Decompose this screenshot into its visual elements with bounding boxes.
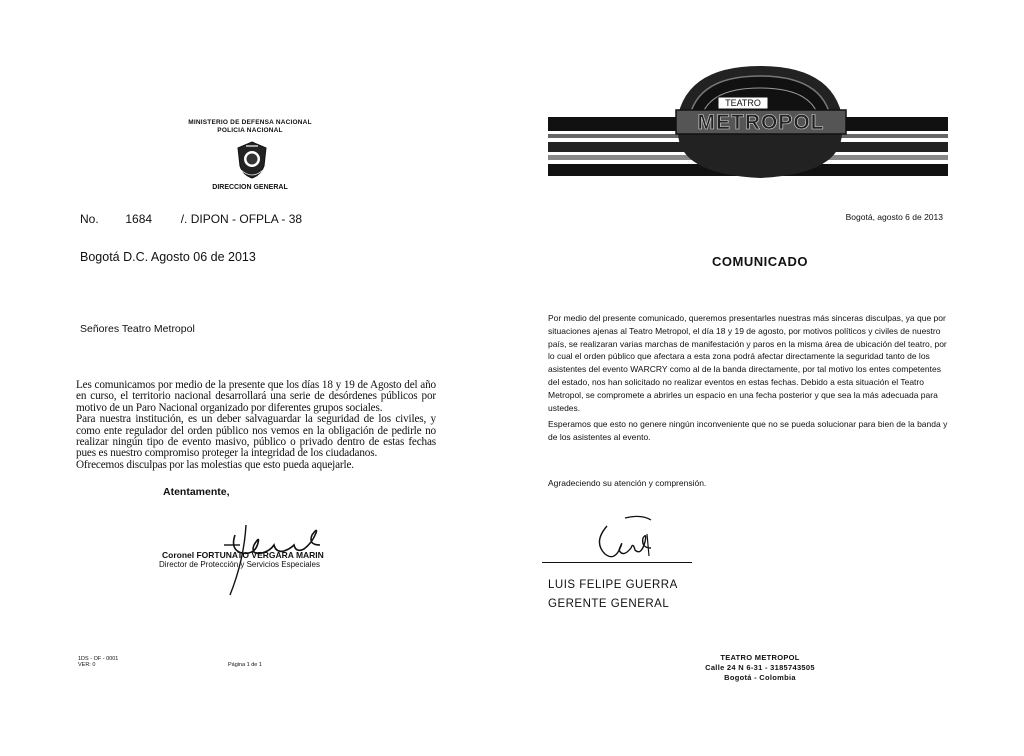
signer-name: LUIS FELIPE GUERRA — [548, 579, 678, 591]
reference-code: /. DIPON - OFPLA - 38 — [180, 212, 303, 226]
handwritten-signature — [585, 512, 665, 568]
form-version: VER: 0 — [78, 662, 96, 668]
document-title: COMUNICADO — [712, 254, 808, 269]
letter-footer — [660, 653, 860, 683]
closing: Agradeciendo su atención y comprensión. — [548, 478, 707, 488]
page-number: Página 1 de 1 — [228, 662, 262, 668]
body-paragraph: Les comunicamos por medio de la presente que los días 18 y 19 de Agosto del año en curso, el territorio nacional desarrollará una serie de desórdenes públicos por motivo de un Paro Nacional organizado por diferentes grupos sociales. — [76, 379, 436, 414]
recipient: Señores Teatro Metropol — [80, 323, 195, 335]
ministry-name: MINISTERIO DE DEFENSA NACIONAL — [188, 119, 312, 126]
police-seal-icon — [235, 140, 269, 180]
logo-big-text: METROPOL — [697, 111, 825, 134]
form-code — [78, 656, 118, 668]
reference-label: No. — [80, 212, 99, 226]
letterhead — [150, 119, 350, 135]
signer-title: Director de Protección y Servicios Especiales — [159, 560, 320, 569]
direction-label: DIRECCION GENERAL — [212, 184, 288, 191]
footer-address: Calle 24 N 6-31 - 3185743505 — [705, 663, 815, 672]
signer-title: GERENTE GENERAL — [548, 598, 670, 610]
footer-city: Bogotá - Colombia — [724, 673, 796, 682]
body-paragraph: Por medio del presente comunicado, queremos presentarles nuestras más sinceras disculpas, ya que por situaciones ajenas al Teatro Metropol, el día 18 y 19 de agosto, por motivos políticos y civiles de nuestro país, se realizaran varias marchas de manifestación y paros en la misma área de ubicación del teatro, por lo cual el orden público que afectara a esta zona podrá afectar directamente la seguridad tanto de los asistentes del evento WARCRY como al de la banda directamente, por tal motivo los entes competentes del estado, nos han solicitado no realizar eventos en estas fechas. Debido a esta situación el Teatro Metropol, se compromete a abrirles un espacio en una fecha posterior y que sea la más adecuada para ustedes. — [548, 313, 947, 413]
signature-line — [542, 562, 692, 563]
police-name: POLICIA NACIONAL — [217, 127, 283, 134]
body-paragraph: Para nuestra institución, es un deber salvaguardar la seguridad de los civiles, y como ente regulador del orden público nos vemos en la obligación de pedirle no realizar ningún tipo de evento masivo, público o privado dentro de estas fechas pues es nuestro compromiso proteger la integridad de los ciudadanos. — [76, 413, 436, 460]
signer-name: Coronel FORTUNATO VERGARA MARIN — [162, 550, 324, 560]
closing: Atentamente, — [163, 486, 230, 498]
body-paragraph: Ofrecemos disculpas por las molestias que esto pueda aquejarle. — [76, 458, 354, 471]
letter-date: Bogotá, agosto 6 de 2013 — [845, 212, 943, 222]
letter-body — [548, 312, 948, 448]
teatro-metropol-logo — [548, 62, 948, 182]
letter-body — [76, 380, 436, 471]
footer-org: TEATRO METROPOL — [720, 653, 800, 662]
form-code-id: 1DS - OF - 0001 — [78, 656, 119, 662]
logo-small-text: TEATRO — [725, 98, 761, 108]
reference-line — [80, 212, 302, 226]
letter-date: Bogotá D.C. Agosto 06 de 2013 — [80, 250, 256, 264]
reference-number: 1684 — [125, 212, 153, 226]
body-paragraph: Esperamos que esto no genere ningún inconveniente que no se pueda solucionar para bien de la banda y de los asistentes al evento. — [548, 419, 948, 443]
